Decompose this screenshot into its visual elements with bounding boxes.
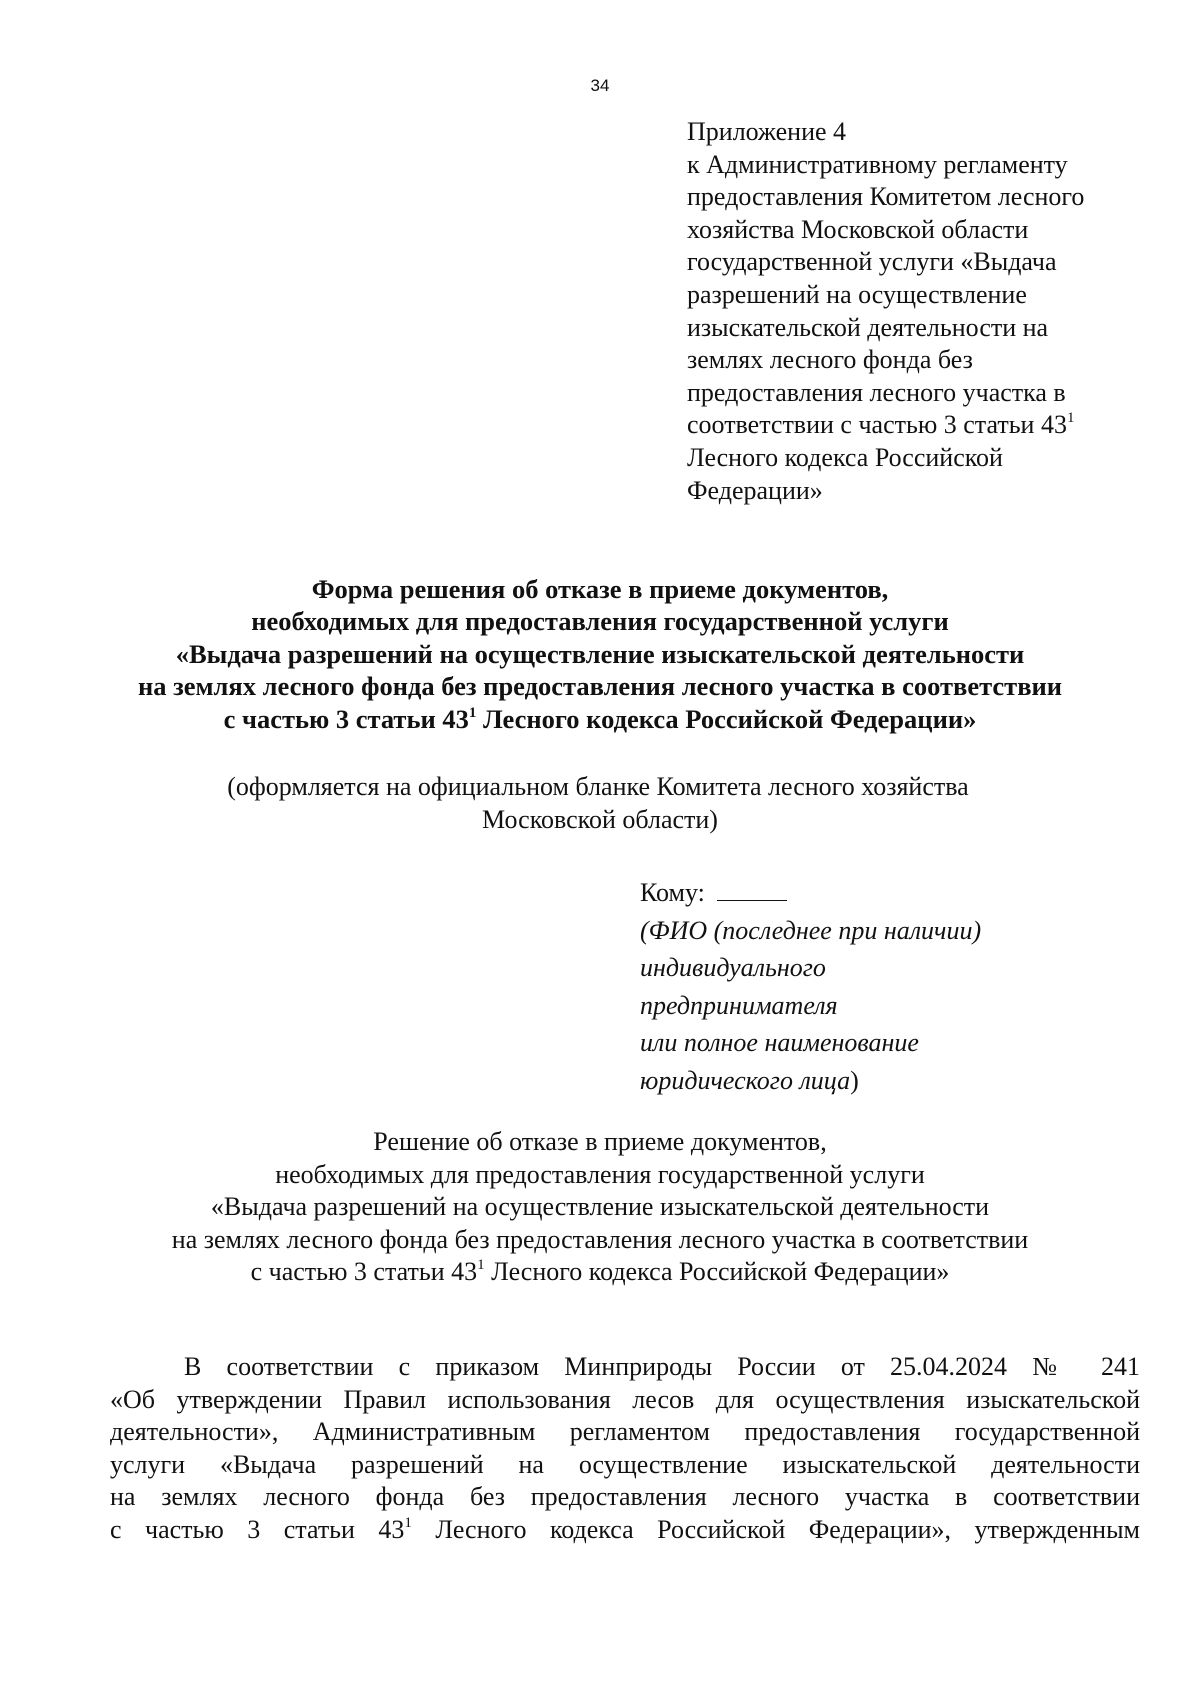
appendix-line [687, 409, 1167, 442]
body-line: услуги «Выдача разрешений на осуществление изыскательской деятельности [110, 1449, 1140, 1479]
appendix-line: предоставления Комитетом лесного [687, 182, 1085, 212]
decision-title-line: необходимых для предоставления государственной услуги [275, 1159, 925, 1189]
appendix-line-text: соответствии с частью 3 статьи 43 [687, 410, 1067, 440]
addressee-close-paren: ) [850, 1065, 859, 1095]
decision-title-text: с частью 3 статьи 43 [250, 1257, 478, 1286]
superscript: 1 [477, 1257, 485, 1273]
body-line [110, 1514, 1140, 1547]
body-line: деятельности», Административным регламентом предоставления государственной [110, 1417, 1140, 1447]
body-paragraph [110, 1351, 1140, 1547]
form-note-line: Московской области) [482, 805, 718, 834]
decision-title-text: Лесного кодекса Российской Федерации» [484, 1257, 950, 1286]
appendix-line: Приложение 4 [687, 117, 847, 146]
form-note-line: (оформляется на официальном бланке Комитета лесного хозяйства [227, 772, 969, 801]
decision-title-line: на землях лесного фонда без предоставления лесного участка в соответствии [171, 1224, 1029, 1254]
appendix-line: к Административному регламенту [687, 149, 1068, 179]
addressee-hint-line: (ФИО (последнее при наличии) [640, 915, 982, 945]
addressee-hint-text: юридического лица [640, 1065, 851, 1095]
form-title-line: Форма решения об отказе в приеме документов, [311, 574, 889, 604]
body-line: на землях лесного фонда без предоставления лесного участка в соответствии [110, 1482, 1140, 1512]
superscript: 1 [1066, 410, 1075, 427]
form-title-line [0, 703, 1200, 735]
form-title-line: необходимых для предоставления государственной услуги [251, 606, 949, 637]
appendix-line: изыскательской деятельности на [687, 312, 1049, 342]
superscript: 1 [404, 1514, 412, 1531]
appendix-line: разрешений на осуществление [687, 279, 1027, 309]
form-title-line: «Выдача разрешений на осуществление изыскательской деятельности [175, 638, 1025, 669]
form-title-text: Лесного кодекса Российской Федерации» [476, 703, 977, 734]
decision-title [0, 1126, 1200, 1289]
appendix-header [687, 116, 1167, 507]
addressee-label-line [640, 874, 1140, 912]
decision-title-line: Решение об отказе в приеме документов, [373, 1127, 827, 1156]
addressee-hint-line [640, 1062, 1140, 1100]
addressee-blank-field [717, 876, 787, 901]
appendix-line: предоставления лесного участка в [687, 377, 1066, 407]
body-line: «Об утверждении Правил использования лесов для осуществления изыскательской [110, 1384, 1140, 1414]
addressee-hint-line: или полное наименование [640, 1028, 919, 1058]
appendix-line: государственной услуги «Выдача [687, 247, 1057, 277]
form-title [0, 573, 1200, 735]
addressee-label: Кому: [640, 878, 705, 907]
appendix-line: хозяйства Московской области [687, 214, 1029, 244]
decision-title-line [0, 1256, 1200, 1289]
addressee-hint-line: индивидуального [640, 953, 826, 983]
appendix-line: Лесного кодекса Российской [687, 442, 1003, 472]
appendix-line: Федерации» [687, 475, 823, 505]
appendix-line: землях лесного фонда без [687, 345, 973, 375]
addressee-block [640, 874, 1140, 1100]
form-note [0, 770, 1200, 836]
body-line: В соответствии с приказом Минприроды России от 25.04.2024 № 241 [184, 1352, 1140, 1381]
body-line-text: с частью 3 статьи 43 [110, 1514, 405, 1544]
decision-title-line: «Выдача разрешений на осуществление изыскательской деятельности [210, 1192, 990, 1221]
addressee-hint-line: предпринимателя [640, 990, 838, 1020]
form-title-text: с частью 3 статьи 43 [223, 703, 469, 734]
page-number: 34 [590, 76, 610, 95]
body-line-text: Лесного кодекса Российской Федерации», утвержденным [411, 1514, 1140, 1544]
superscript: 1 [468, 704, 477, 721]
form-title-line: на землях лесного фонда без предоставления лесного участка в соответствии [137, 671, 1063, 702]
